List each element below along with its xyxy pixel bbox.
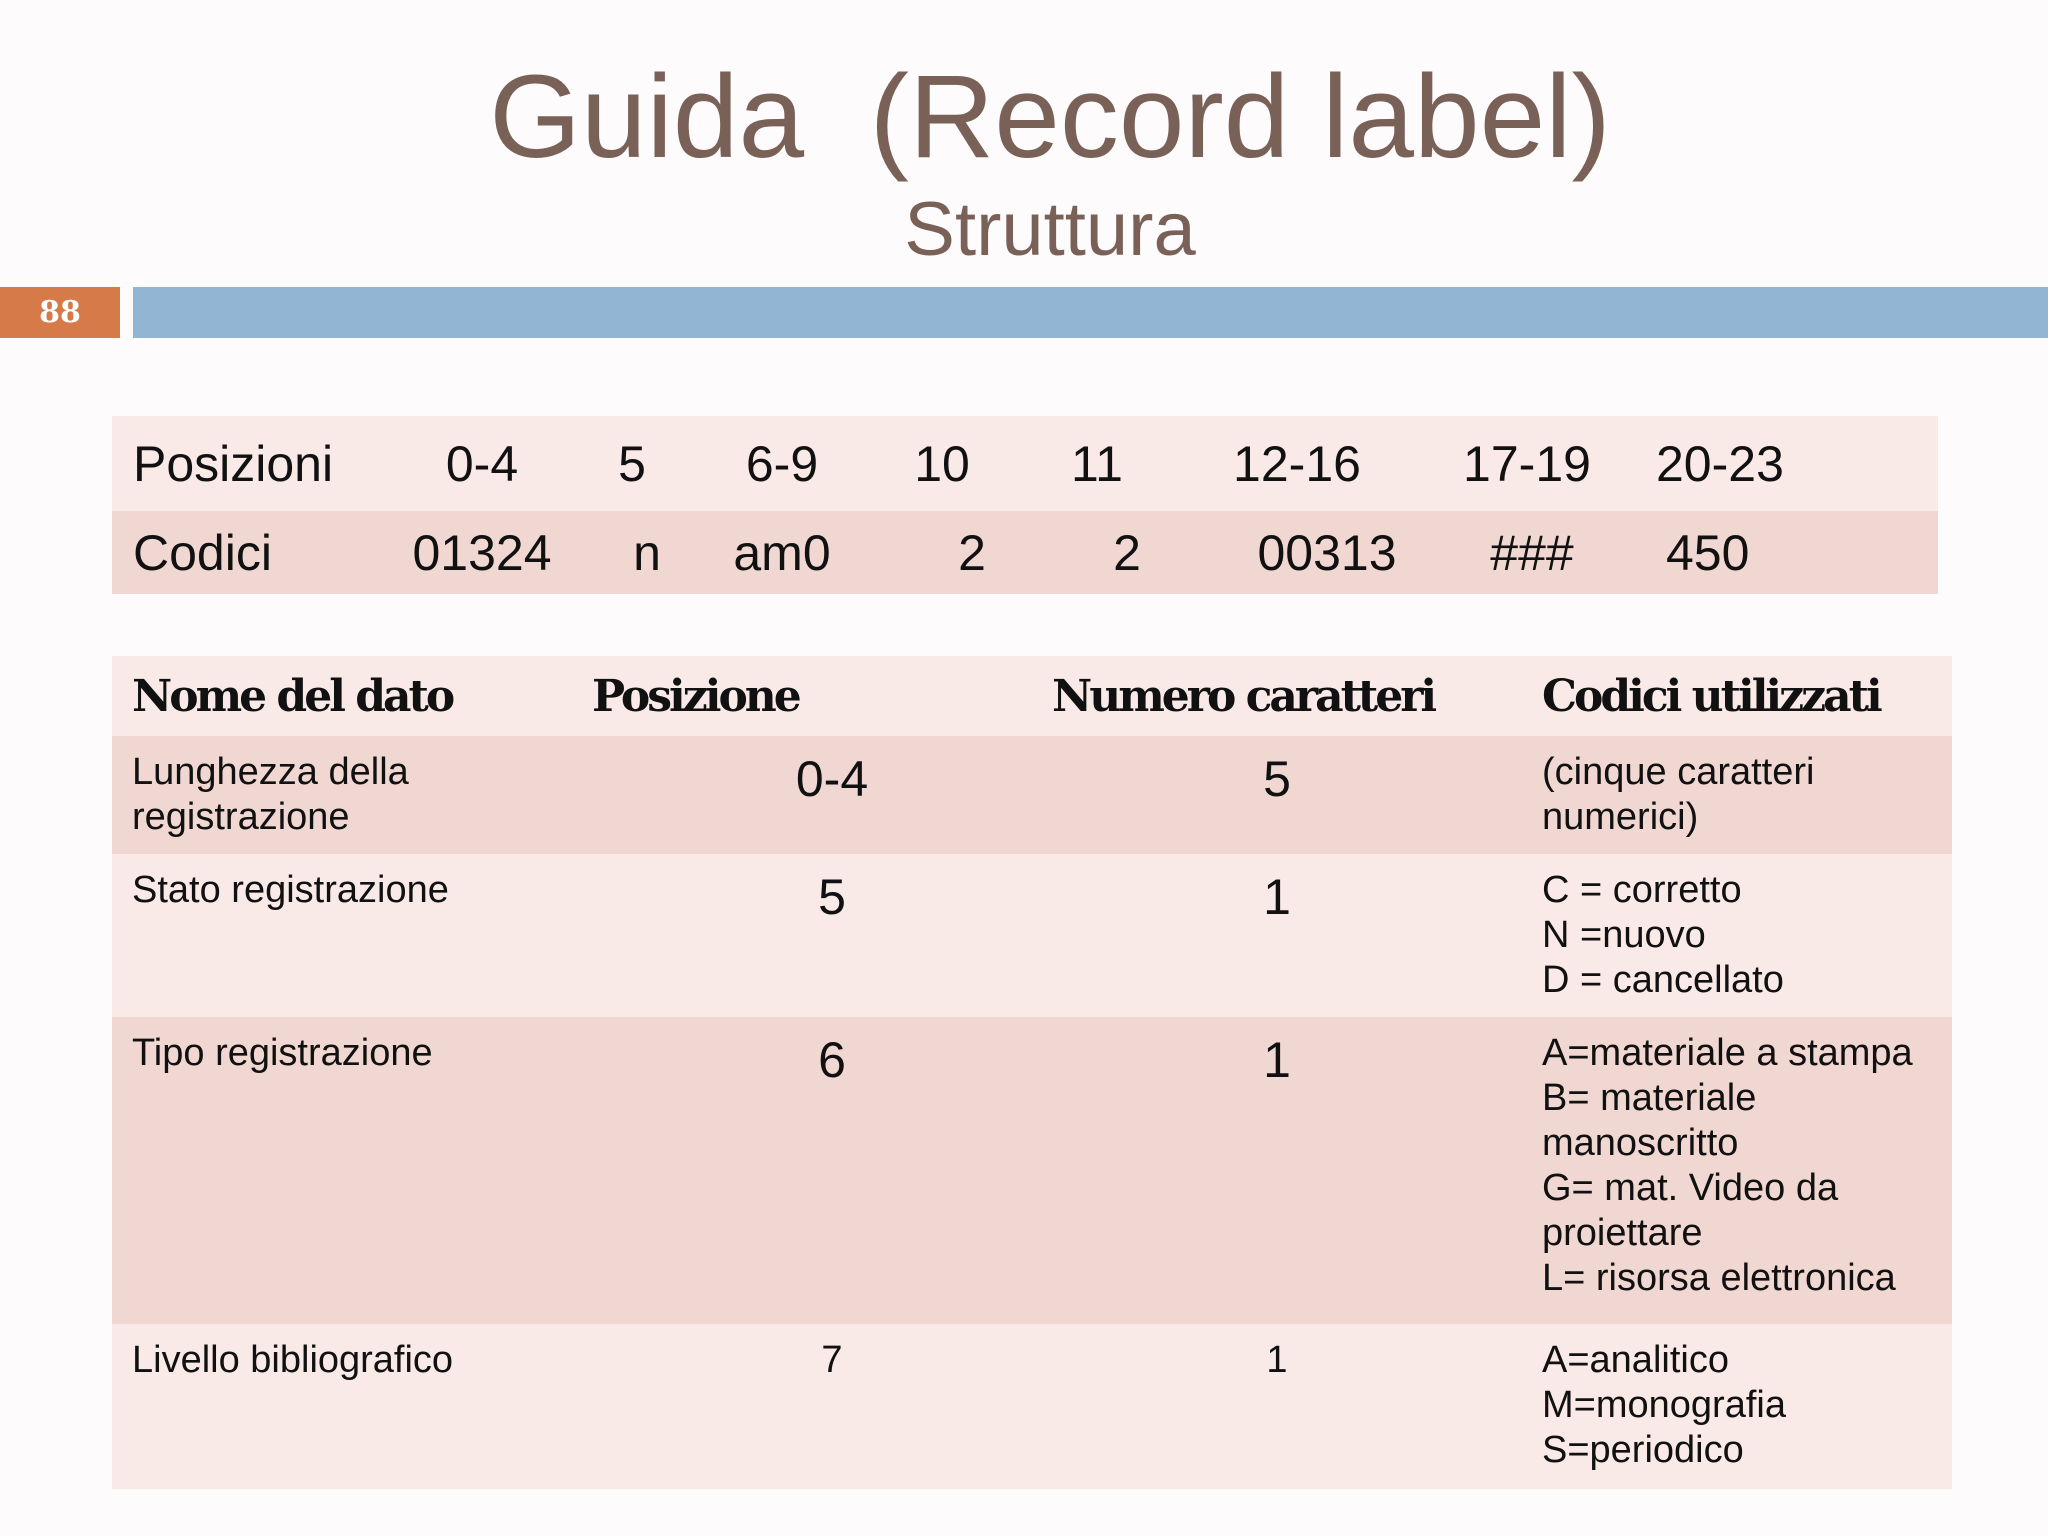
slide-subtitle: Struttura (904, 187, 1196, 272)
field-chars: 5 (1032, 736, 1522, 854)
field-position: 7 (572, 1324, 1032, 1489)
table-row (112, 1017, 1952, 1324)
header-bar (133, 287, 2048, 338)
cell: 10 (862, 416, 1022, 511)
cell: 2 (862, 511, 1022, 594)
field-name: Livello bibliografico (112, 1324, 572, 1489)
header-name: Nome del dato (112, 656, 572, 736)
page-number: 88 (0, 287, 120, 338)
cell: am0 (702, 511, 862, 594)
cell: 17-19 (1422, 416, 1632, 511)
slide-title: Guida (Record label) (489, 51, 1611, 183)
cell: n (562, 511, 702, 594)
field-position: 5 (572, 854, 1032, 1017)
data-fields-table (112, 656, 1952, 1489)
header-chars: Numero caratteri (1032, 656, 1522, 736)
field-name: Lunghezza della registrazione (112, 736, 572, 854)
cell: 6-9 (702, 416, 862, 511)
header-codes: Codici utilizzati (1522, 656, 1952, 736)
header-position: Posizione (572, 656, 1032, 736)
field-codes: (cinque caratteri numerici) (1522, 736, 1952, 854)
row-label: Posizioni (112, 416, 402, 511)
cell: 12-16 (1172, 416, 1422, 511)
field-name: Tipo registrazione (112, 1017, 572, 1324)
cell: 5 (562, 416, 702, 511)
field-codes: A=analitico M=monografia S=periodico (1522, 1324, 1952, 1489)
row-label: Codici (112, 511, 402, 594)
positions-row (112, 416, 1938, 511)
cell: 0-4 (402, 416, 562, 511)
field-chars: 1 (1032, 1324, 1522, 1489)
cell: 01324 (402, 511, 562, 594)
positions-codes-table (112, 416, 1938, 594)
cell: 2 (1022, 511, 1172, 594)
cell: 450 (1632, 511, 1938, 594)
cell: 20-23 (1632, 416, 1938, 511)
header-row (112, 656, 1952, 736)
field-codes: C = corretto N =nuovo D = cancellato (1522, 854, 1952, 1017)
field-chars: 1 (1032, 1017, 1522, 1324)
field-codes: A=materiale a stampa B= materiale manoscritto G= mat. Video da proiettare L= risorsa elettronica (1522, 1017, 1952, 1324)
field-name: Stato registrazione (112, 854, 572, 1017)
field-chars: 1 (1032, 854, 1522, 1017)
table-row (112, 736, 1952, 854)
cell: 11 (1022, 416, 1172, 511)
cell: 00313 (1172, 511, 1422, 594)
field-position: 0-4 (572, 736, 1032, 854)
cell: ### (1422, 511, 1632, 594)
codes-row (112, 511, 1938, 594)
table-row (112, 1324, 1952, 1489)
field-position: 6 (572, 1017, 1032, 1324)
table-row (112, 854, 1952, 1017)
